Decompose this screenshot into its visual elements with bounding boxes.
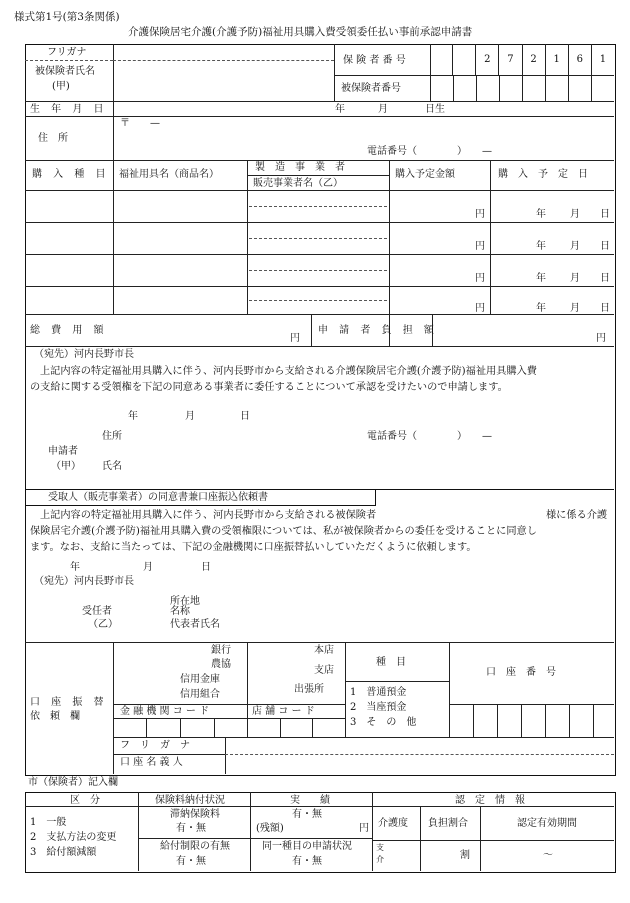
insurer-digit[interactable]: 2: [476, 44, 499, 75]
row-date-day: 日: [600, 241, 610, 252]
row-date-month: 月: [570, 273, 580, 284]
applicant-label: 申請者: [48, 446, 78, 457]
account-holder-label: 口 座 名 義 人: [120, 757, 183, 768]
city-section-title: 市（保険者）記入欄: [28, 777, 118, 788]
application-date-year: 年: [128, 411, 138, 422]
application-date-day: 日: [240, 411, 250, 422]
row-amount-unit: 円: [475, 303, 485, 314]
birth-year: 年: [335, 104, 345, 115]
insurer-digit[interactable]: 1: [599, 54, 607, 65]
col-product-name: 福祉用具名（商品名）: [119, 169, 219, 180]
city-col-result: 実 績: [290, 795, 330, 806]
applicant-burden-label: 申 請 者 負 担 額: [318, 325, 438, 336]
application-phone: 電話番号（ ） —: [367, 431, 492, 442]
bank-type-shinkin: 信用金庫: [180, 674, 220, 685]
row-date-year: 年: [536, 241, 546, 252]
birth-month: 月: [378, 104, 388, 115]
col-purchase-kind: 購 入 種 目: [32, 169, 110, 180]
birth-label: 生 年 月 日: [30, 104, 108, 115]
row-date-year: 年: [536, 273, 546, 284]
consent-body-1a: 上記内容の特定福祉用具購入に伴う、河内長野市から支給される被保険者: [40, 510, 377, 521]
consent-addressee: （宛先）河内長野市長: [34, 576, 134, 587]
bank-type-bank: 銀行: [211, 645, 231, 656]
care-mark: 介: [376, 855, 384, 864]
application-body-2: の支給に関する受領権を下記の同意ある事業者に委任することについて承認を受けたいので申請します。: [30, 382, 508, 393]
col-amount: 購入予定金額: [395, 169, 455, 180]
form-title: 介護保険居宅介護(介護予防)福祉用具購入費受領委任払い事前承認申請書: [128, 26, 473, 38]
insurer-digit[interactable]: [453, 44, 476, 75]
furigana-label: フリガナ: [47, 47, 87, 58]
bank-type-kumiai: 信用組合: [180, 689, 220, 700]
premium-unpaid-label: 滞納保険料: [170, 809, 220, 820]
birth-day: 日生: [425, 104, 445, 115]
application-body-1: 上記内容の特定福祉用具購入に伴う、河内長野市から支給される介護保険居宅介護(介護予防)福祉用具購入費: [40, 366, 537, 377]
applicant-sub: （甲）: [51, 461, 81, 472]
result-balance-unit: 円: [359, 823, 369, 834]
result-balance-label: (残額): [256, 823, 284, 834]
insured-number-label: 被保険者番号: [341, 83, 401, 94]
insurer-number-label: 保 険 者 番 号: [343, 55, 406, 66]
category-reduction: 3 給付額減額: [30, 847, 97, 858]
phone-number: 電話番号（ ） —: [367, 146, 492, 157]
row-date-day: 日: [600, 303, 610, 314]
application-address-label: 住所: [102, 431, 122, 442]
account-kind-checking[interactable]: 2 当座預金: [350, 702, 407, 713]
account-number-label: 口 座 番 号: [486, 667, 556, 678]
city-col-cert: 認 定 情 報: [455, 795, 525, 806]
consent-date-month: 月: [143, 562, 153, 573]
support-mark: 支: [376, 843, 384, 852]
delegate-company-label: 名称: [170, 606, 190, 617]
bank-section-label-1: 口 座 振 替: [30, 697, 108, 708]
branch-code-label: 店 舗 コ ー ド: [252, 706, 315, 717]
application-date-month: 月: [185, 411, 195, 422]
delegate-sub: （乙）: [88, 619, 118, 630]
same-kind-value: 有・無: [292, 856, 322, 867]
benefit-limit-label: 給付制限の有無: [160, 841, 230, 852]
account-kind-other[interactable]: 3 そ の 他: [350, 717, 417, 728]
city-col-category: 区 分: [70, 795, 100, 806]
row-date-month: 月: [570, 241, 580, 252]
delegate-location-label: 所在地: [170, 596, 200, 607]
validity-tilde: 〜: [543, 850, 553, 861]
row-amount-unit: 円: [475, 209, 485, 220]
ratio-unit: 割: [460, 850, 470, 861]
insured-name-sub: (甲): [52, 81, 70, 92]
row-date-year: 年: [536, 303, 546, 314]
benefit-limit-value: 有・無: [176, 856, 206, 867]
postal-mark: 〒 —: [120, 118, 160, 129]
insurer-digit[interactable]: 1: [546, 44, 569, 75]
form-number: 様式第1号(第3条関係): [14, 11, 120, 23]
col-seller: 販売事業者名（乙）: [253, 178, 343, 189]
total-cost-unit: 円: [290, 333, 300, 344]
insured-name-label: 被保険者氏名: [35, 66, 95, 77]
insurer-digit[interactable]: 2: [523, 44, 546, 75]
consent-title: 受取人（販売事業者）の同意書兼口座振込依頼書: [48, 492, 268, 503]
insurer-digit[interactable]: 7: [499, 44, 522, 75]
city-col-premium: 保険料納付状況: [155, 795, 225, 806]
insurer-digit[interactable]: 6: [569, 44, 592, 75]
bank-type-coop: 農協: [211, 659, 231, 670]
consent-body-3: ます。なお、支給に当たっては、下記の金融機関に口座振替払いしていただくように依頼します。: [30, 542, 477, 553]
row-date-month: 月: [570, 303, 580, 314]
row-amount-unit: 円: [475, 273, 485, 284]
insurer-digit[interactable]: [430, 44, 453, 75]
row-amount-unit: 円: [475, 241, 485, 252]
bank-code-label: 金 融 機 関 コ ー ド: [120, 706, 210, 717]
row-date-month: 月: [570, 209, 580, 220]
branch-type-branch: 支店: [314, 665, 334, 676]
result-value: 有・無: [292, 809, 322, 820]
row-date-day: 日: [600, 273, 610, 284]
col-maker: 製 造 事 業 者: [255, 162, 345, 173]
branch-type-sub: 出張所: [294, 684, 324, 695]
category-payment-change: 2 支払方法の変更: [30, 832, 117, 843]
consent-body-2: 保険居宅介護(介護予防)福祉用具購入費の受領権限については、私が被保険者からの委任を受けることに同意し: [30, 526, 537, 537]
same-kind-label: 同一種目の申請状況: [262, 841, 352, 852]
account-kind-label: 種 目: [376, 657, 406, 668]
bank-section-label-2: 依 頼 欄: [30, 711, 80, 722]
validity-label: 認定有効期間: [517, 818, 577, 829]
consent-date-day: 日: [201, 562, 211, 573]
burden-ratio-label: 負担割合: [428, 818, 468, 829]
row-date-day: 日: [600, 209, 610, 220]
total-cost-label: 総 費 用 額: [30, 325, 108, 336]
applicant-burden-unit: 円: [596, 333, 606, 344]
premium-unpaid-value: 有・無: [176, 823, 206, 834]
holder-furigana-label: フ リ ガ ナ: [120, 740, 190, 751]
consent-body-1b: 様に係る介護: [546, 510, 608, 521]
col-date: 購 入 予 定 日: [498, 169, 588, 180]
account-kind-savings[interactable]: 1 普通預金: [350, 687, 407, 698]
consent-date-year: 年: [70, 562, 80, 573]
delegate-label: 受任者: [82, 606, 112, 617]
application-addressee: （宛先）河内長野市長: [34, 349, 134, 360]
care-level-label: 介護度: [378, 818, 408, 829]
row-date-year: 年: [536, 209, 546, 220]
category-general: 1 一般: [30, 817, 67, 828]
address-label: 住 所: [38, 133, 68, 144]
delegate-representative-label: 代表者氏名: [170, 619, 220, 630]
branch-type-main: 本店: [314, 645, 334, 656]
applicant-name-label: 氏名: [102, 461, 122, 472]
